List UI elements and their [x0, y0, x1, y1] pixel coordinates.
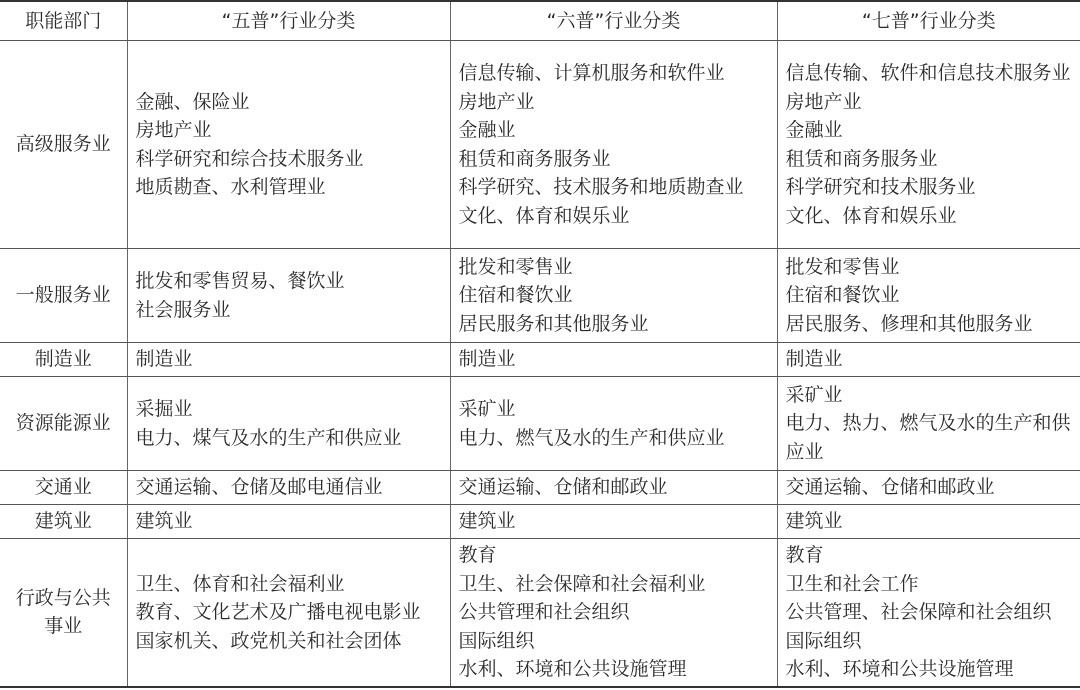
wupu-item: 电力、煤气及水的生产和供应业: [135, 426, 402, 449]
qipu-item: 交通运输、仓储和邮政业: [785, 476, 995, 499]
liupu-item: 金融业: [458, 119, 516, 141]
header-wupu: “五普”行业分类: [127, 1, 450, 41]
dept-cell: [0, 41, 127, 249]
table-row: [0, 377, 1080, 471]
dept-label: 交通业: [34, 476, 92, 499]
liupu-item: 租赁和商务服务业: [458, 147, 611, 170]
qipu-item: 金融业: [785, 119, 843, 141]
wupu-item: 交通运输、仓储及邮电通信业: [135, 476, 383, 499]
header-dept: 职能部门: [0, 1, 127, 41]
wupu-item: 采掘业: [135, 398, 193, 420]
dept-label: 高级服务业: [15, 133, 111, 156]
dept-cell: [0, 377, 127, 471]
qipu-item: 住宿和餐饮业: [785, 284, 900, 307]
wupu-item: 科学研究和综合技术服务业: [135, 147, 364, 170]
liupu-item: 居民服务和其他服务业: [458, 312, 649, 335]
liupu-item: 建筑业: [458, 510, 516, 533]
qipu-cell: [777, 377, 1080, 471]
qipu-item: 房地产业: [785, 90, 862, 113]
liupu-cell: [450, 539, 777, 687]
wupu-cell: [127, 471, 450, 505]
liupu-item: 制造业: [458, 348, 516, 371]
liupu-cell: [450, 471, 777, 505]
liupu-item: 住宿和餐饮业: [458, 284, 573, 307]
liupu-item: 房地产业: [458, 90, 535, 113]
dept-label: 制造业: [34, 348, 92, 371]
qipu-cell: [777, 343, 1080, 377]
wupu-cell: [127, 377, 450, 471]
dept-cell: [0, 249, 127, 343]
dept-label: 一般服务业: [15, 284, 111, 307]
wupu-item: 国家机关、政党机关和社会团体: [135, 629, 402, 652]
table-row: [0, 249, 1080, 343]
wupu-item: 教育、文化艺术及广播电视电影业: [135, 601, 421, 623]
liupu-cell: [450, 41, 777, 249]
wupu-item: 地质勘查、水利管理业: [135, 176, 326, 198]
header-qipu: “七普”行业分类: [777, 1, 1080, 41]
dept-cell: [0, 539, 127, 687]
dept-label: 资源能源业: [15, 412, 111, 435]
liupu-cell: [450, 249, 777, 343]
dept-label: 建筑业: [34, 510, 92, 533]
header-liupu: “六普”行业分类: [450, 1, 777, 41]
table-row: [0, 41, 1080, 249]
liupu-item: 电力、燃气及水的生产和供应业: [458, 426, 725, 449]
dept-cell: [0, 505, 127, 539]
liupu-item: 采矿业: [458, 398, 516, 420]
liupu-item: 批发和零售业: [458, 255, 573, 278]
qipu-item: 公共管理、社会保障和社会组织: [785, 601, 1052, 623]
qipu-item: 租赁和商务服务业: [785, 147, 938, 170]
qipu-cell: [777, 539, 1080, 687]
qipu-item: 国际组织: [785, 629, 862, 652]
liupu-cell: [450, 505, 777, 539]
wupu-item: 金融、保险业: [135, 90, 250, 113]
qipu-item: 居民服务、修理和其他服务业: [785, 312, 1033, 335]
qipu-item: 信息传输、软件和信息技术服务业: [785, 62, 1071, 84]
wupu-item: 房地产业: [135, 119, 212, 141]
qipu-item: 科学研究和技术服务业: [785, 176, 976, 198]
wupu-cell: [127, 249, 450, 343]
wupu-cell: [127, 505, 450, 539]
qipu-cell: [777, 471, 1080, 505]
qipu-cell: [777, 41, 1080, 249]
table-header-row: [0, 1, 1080, 41]
liupu-item: 交通运输、仓储和邮政业: [458, 476, 668, 499]
wupu-item: 批发和零售贸易、餐饮业: [135, 270, 345, 292]
dept-label: 行政与公共事业: [15, 586, 111, 638]
wupu-cell: [127, 539, 450, 687]
table-row: [0, 343, 1080, 377]
wupu-item: 卫生、体育和社会福利业: [135, 572, 345, 595]
liupu-cell: [450, 377, 777, 471]
table-row: [0, 471, 1080, 505]
qipu-item: 建筑业: [785, 510, 843, 533]
qipu-item: 水利、环境和公共设施管理: [785, 658, 1014, 680]
dept-cell: [0, 471, 127, 505]
wupu-item: 社会服务业: [135, 298, 231, 321]
qipu-item: 教育: [785, 544, 824, 566]
liupu-item: 公共管理和社会组织: [458, 601, 630, 623]
qipu-item: 电力、热力、燃气及水的生产和供应业: [785, 412, 1071, 463]
liupu-item: 卫生、社会保障和社会福利业: [458, 572, 706, 595]
liupu-item: 信息传输、计算机服务和软件业: [458, 62, 725, 84]
liupu-cell: [450, 343, 777, 377]
liupu-item: 教育: [458, 544, 497, 566]
dept-cell: [0, 343, 127, 377]
qipu-cell: [777, 249, 1080, 343]
liupu-item: 水利、环境和公共设施管理: [458, 658, 687, 680]
qipu-item: 卫生和社会工作: [785, 572, 919, 595]
wupu-cell: [127, 343, 450, 377]
table-row: [0, 539, 1080, 687]
wupu-item: 建筑业: [135, 510, 193, 533]
wupu-item: 制造业: [135, 348, 193, 371]
wupu-cell: [127, 41, 450, 249]
table-row: [0, 505, 1080, 539]
liupu-item: 国际组织: [458, 629, 535, 652]
qipu-item: 批发和零售业: [785, 255, 900, 278]
qipu-item: 文化、体育和娱乐业: [785, 204, 957, 227]
qipu-item: 采矿业: [785, 383, 843, 406]
liupu-item: 文化、体育和娱乐业: [458, 204, 630, 227]
liupu-item: 科学研究、技术服务和地质勘查业: [458, 176, 744, 198]
qipu-cell: [777, 505, 1080, 539]
qipu-item: 制造业: [785, 348, 843, 371]
